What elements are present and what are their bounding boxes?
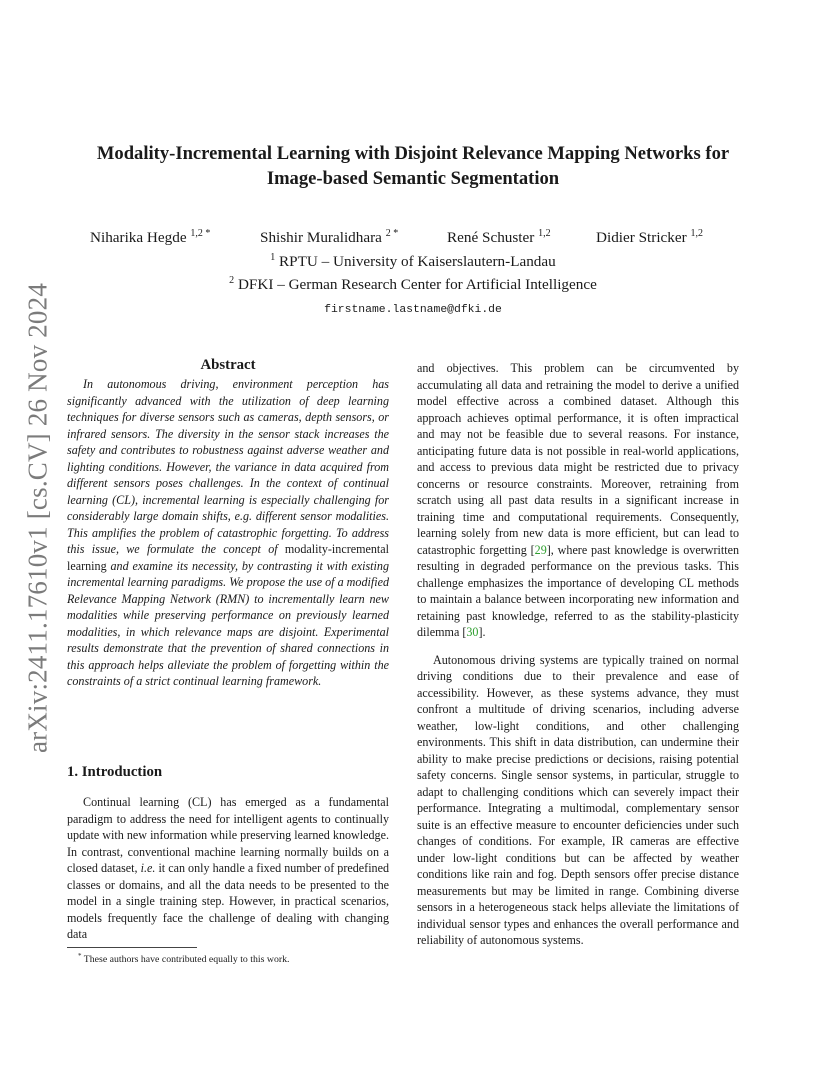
intro-text-b: it can only handle a fixed number of predefined classes or domains, and all the data needs to be presented to the model in a single training step. However, in practical scenarios, models frequently face the challenge of dealing with changing data bbox=[67, 861, 390, 941]
right-text-b: ], where past knowledge is overwritten resulting in degraded performance on the previous tasks. This challenge emphasizes the importance of developing CL methods to maintain a balance between incorporating new information and retaining past knowledge, referred to as the stability-plasticity dilemma [ bbox=[417, 542, 739, 639]
citation-link[interactable]: 29 bbox=[534, 542, 547, 557]
arxiv-identifier bbox=[22, 276, 54, 760]
abstract-heading: Abstract bbox=[200, 357, 256, 373]
right-paragraph-2: Autonomous driving systems are typically trained on normal driving conditions due to their prevalence and ease of accessibility. However, as these systems advance, they must confront a multitude of driving scenarios, including adverse weather, low-light conditions, and other challenging environments. This shift in data distribution, can undermine their ability to make precise predictions or decisions, raising potential safety concerns. Single sensor systems, in particular, struggle to adapt to challenging conditions which can severely impact their performance. Integrating a multimodal, complementary sensor suite is an effective measure to encounter deficiencies under such changes of conditions. For example, IR cameras are effective under low-light conditions but can be affected by weather conditions like rain and fog. Depth sensors offer precise distance measurements but may be limited in range. Combining diverse sensors in a heterogeneous stack helps alleviate the limitations of individual sensor types and enhances the overall performance and reliability of autonomous systems. bbox=[417, 652, 739, 947]
abstract-text-b: and examine its necessity, by contrasting it with existing incremental learning paradigms. We propose the use of a modified Relevance Mapping Network (RMN) to incrementally learn new modalities while preserving performance on previously learned modalities, in which relevance maps are disjoint. Experimental results demonstrate that the prevention of shared connections in this approach helps alleviate the problem of forgetting within the constraints of a strict continual learning framework. bbox=[67, 558, 389, 688]
abstract-body bbox=[67, 376, 389, 690]
citation-link[interactable]: 30 bbox=[466, 625, 479, 639]
abstract-term: modality-incremental learning bbox=[67, 542, 389, 573]
author-email: firstname.lastname@dfki.de bbox=[324, 304, 502, 316]
right-paragraph-1 bbox=[417, 360, 739, 641]
right-column-body bbox=[417, 360, 739, 949]
footnote-mark: * bbox=[78, 952, 82, 960]
title-line-1: Modality-Incremental Learning with Disjoint Relevance Mapping Networks for bbox=[96, 143, 730, 164]
right-text-a: and objectives. This problem can be circumvented by accumulating all data and retraining the model to derive a unified model effective across a combined dataset. Although this approach achieves optimal performance, it is often impractical and may not be feasible due to several reasons. For instance, anticipating future data is not possible in real-world applications, and access to previous data might be restricted due to privacy concerns or resource constraints. Moreover, retraining from scratch using all past data results in a significant increase in training time and computational requirements. Consequently, learning solely from new data is more efficient, but can lead to catastrophic forgetting [ bbox=[417, 361, 739, 557]
affiliation-2 bbox=[60, 275, 766, 294]
title-line-2: Image-based Semantic Segmentation bbox=[266, 168, 560, 189]
author-3 bbox=[447, 228, 551, 247]
right-text-c: ]. bbox=[478, 625, 486, 639]
abstract-paragraph bbox=[67, 376, 389, 690]
author-affiliation-mark: 1,2 bbox=[690, 228, 703, 239]
affiliation-mark: 1 bbox=[270, 252, 276, 263]
section-heading-introduction: 1. Introduction bbox=[67, 764, 163, 780]
affiliation-name: RPTU – University of Kaiserslautern-Landau bbox=[279, 253, 556, 270]
intro-text-a: Continual learning (CL) has emerged as a fundamental paradigm to address the need for intelligent agents to continually update with new information while preserving learned knowledge. In contrast, conventional machine learning normally builds on a closed dataset, bbox=[67, 795, 389, 875]
author-affiliation-mark: 1,2 bbox=[538, 228, 551, 239]
author-name: Didier Stricker bbox=[596, 229, 687, 246]
affiliation-name: DFKI – German Research Center for Artificial Intelligence bbox=[237, 276, 597, 293]
footnote bbox=[78, 952, 289, 965]
arxiv-identifier-text: arXiv:2411.17610v1 [cs.CV] 26 Nov 2024 bbox=[22, 282, 53, 754]
footnote-text: These authors have contributed equally to this work. bbox=[83, 954, 290, 965]
introduction-paragraph bbox=[67, 794, 389, 943]
affiliation-mark: 2 bbox=[229, 275, 235, 286]
affiliation-1 bbox=[60, 252, 766, 271]
author-name: Niharika Hegde bbox=[90, 229, 187, 246]
paper-title bbox=[60, 141, 766, 191]
author-affiliation-mark: 2 * bbox=[385, 228, 399, 239]
author-4 bbox=[596, 228, 703, 247]
author-name: René Schuster bbox=[447, 229, 535, 246]
author-list bbox=[90, 228, 740, 250]
footnote-rule bbox=[67, 947, 197, 948]
author-name: Shishir Muralidhara bbox=[260, 229, 382, 246]
author-1 bbox=[90, 228, 210, 247]
author-2 bbox=[260, 228, 398, 247]
abstract-text-a: In autonomous driving, environment perception has significantly advanced with the utilization of deep learning techniques for diverse sensors such as cameras, depth sensors, or infrared sensors. The diversity in the sensor stack increases the safety and contributes to robustness against adverse weather and lighting conditions. However, the variance in data acquired from different sensors poses challenges. In the context of continual learning (CL), incremental learning is especially challenging for considerably large domain shifts, e.g. different sensor modalities. This amplifies the problem of catastrophic forgetting. To address this issue, we formulate the concept of bbox=[67, 377, 389, 556]
author-affiliation-mark: 1,2 * bbox=[190, 228, 211, 239]
introduction-body bbox=[67, 794, 389, 943]
intro-ie: i.e. bbox=[140, 861, 156, 875]
